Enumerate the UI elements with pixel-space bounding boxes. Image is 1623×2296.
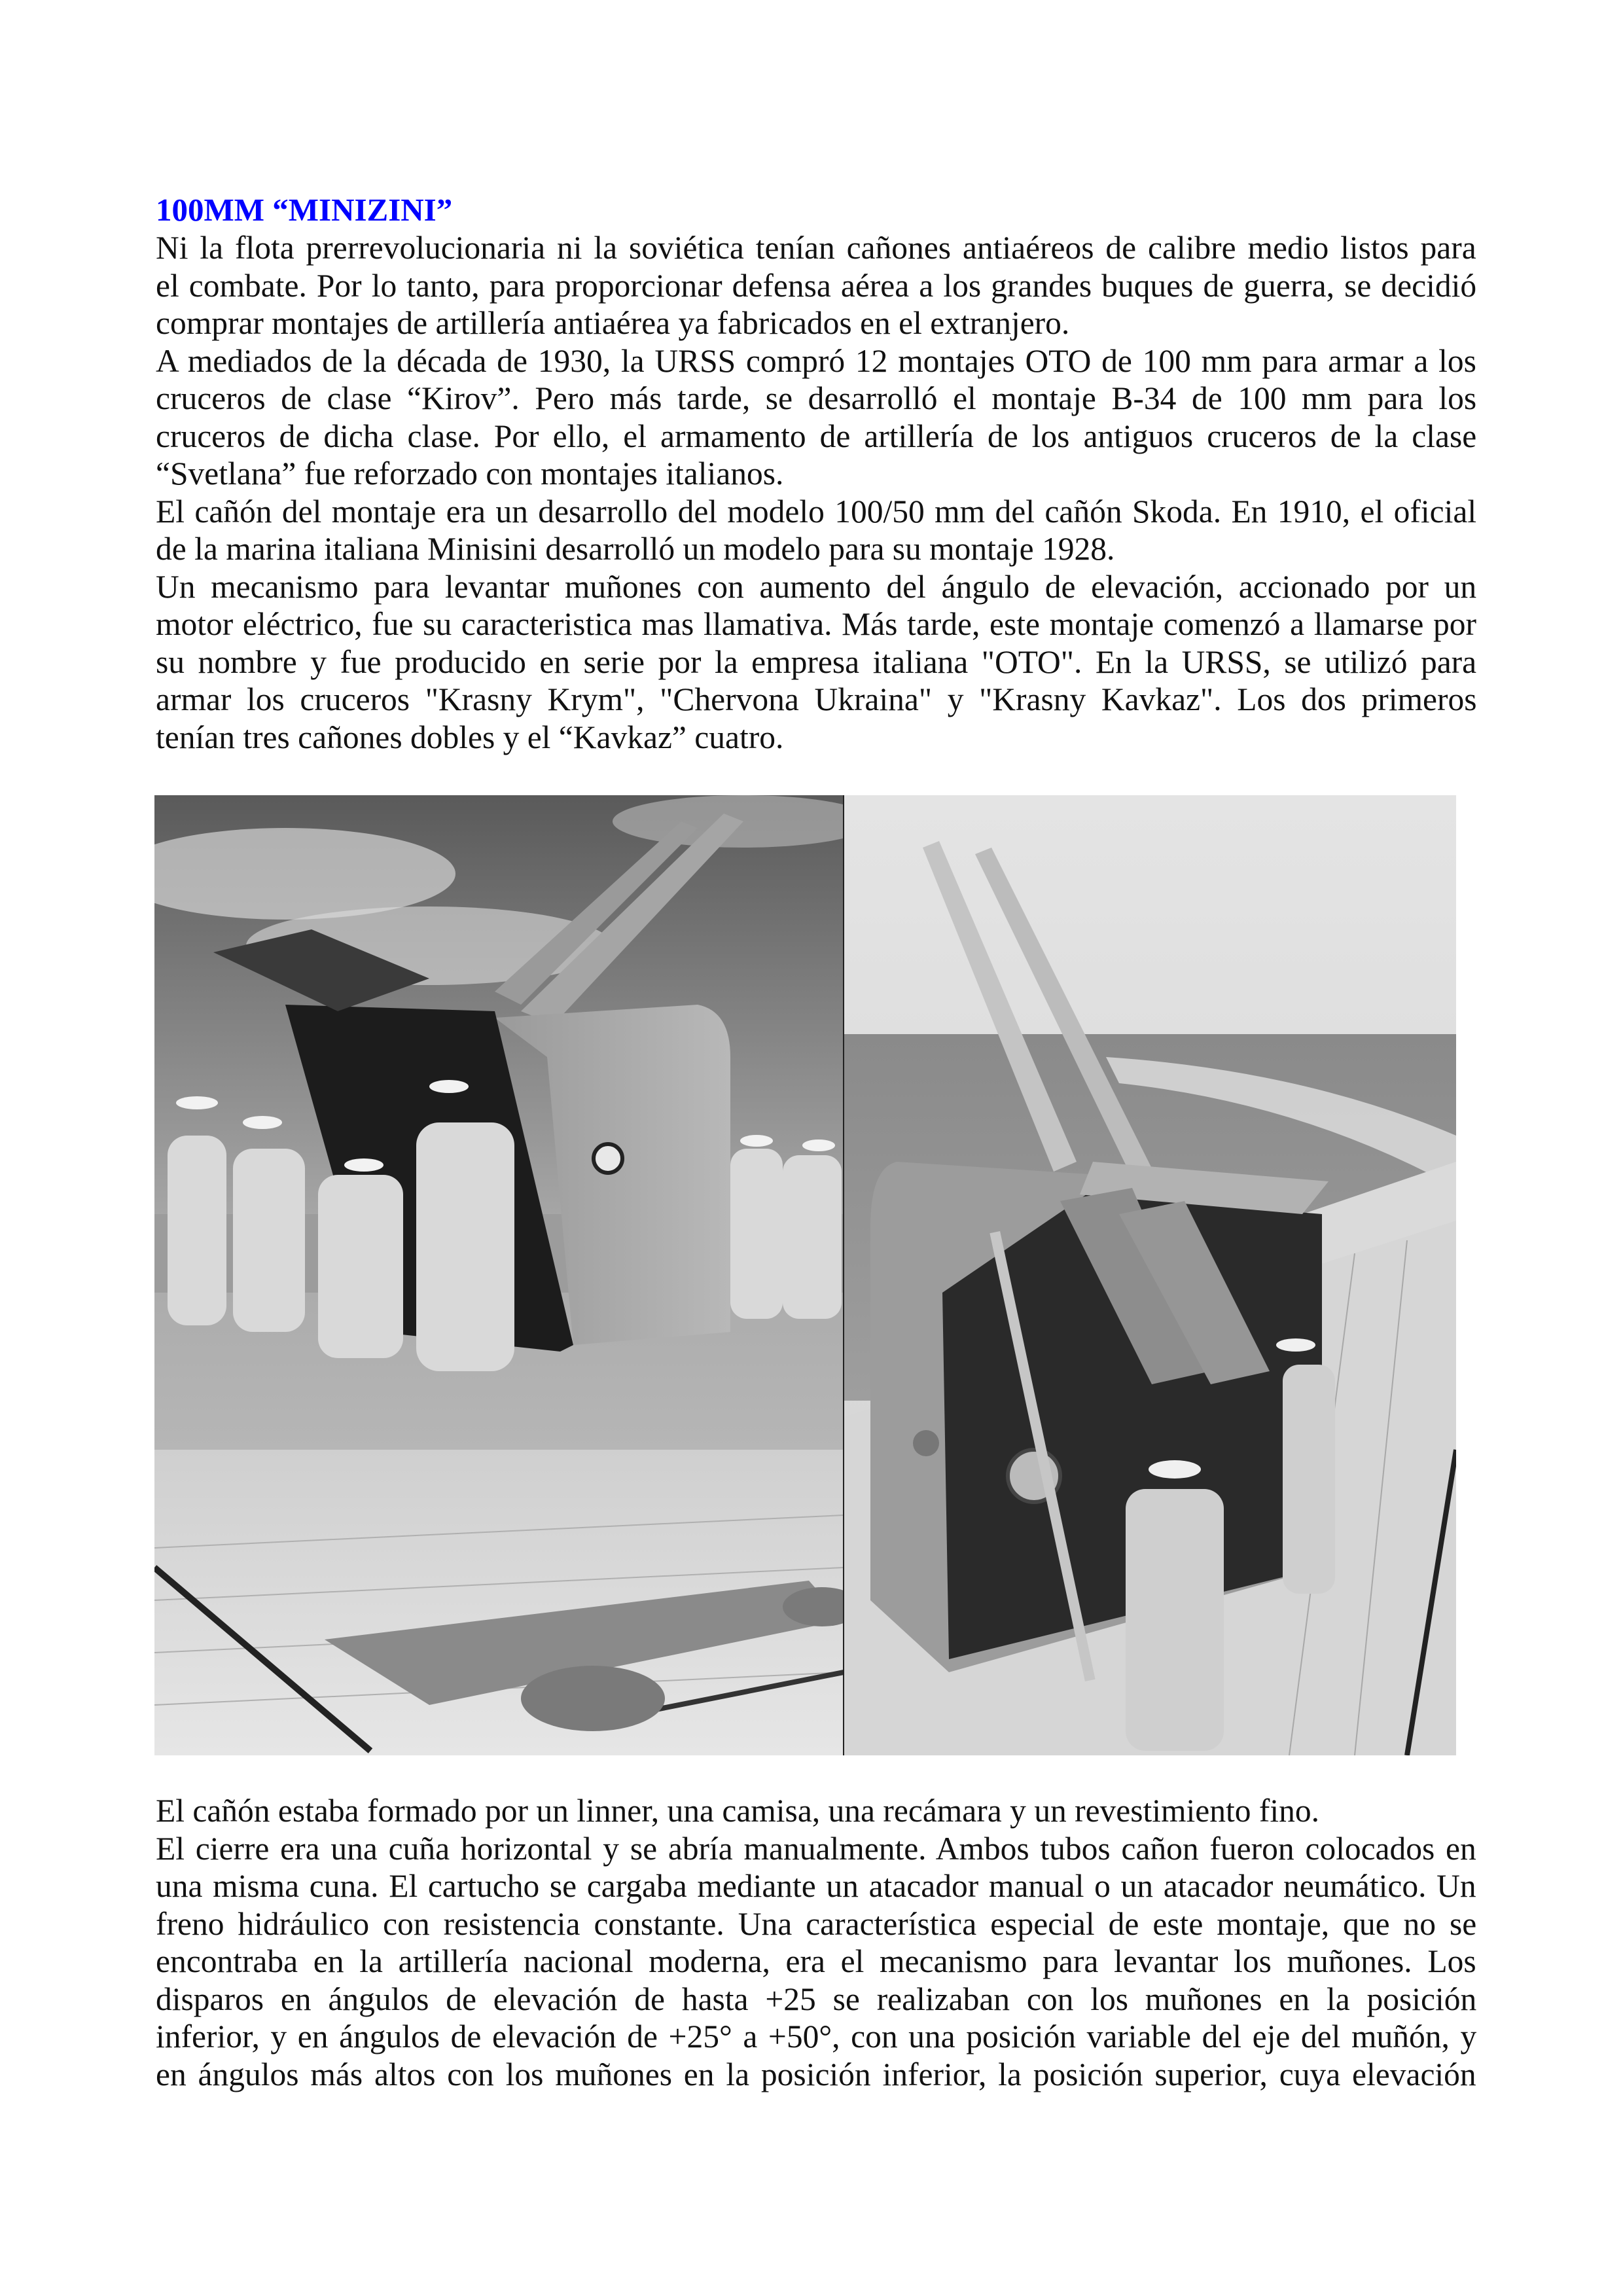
- body-text-bottom: [156, 1792, 1476, 2093]
- text-line: tenían tres cañones dobles y el “Kavkaz” cuatro.: [156, 719, 784, 755]
- text-line: motor eléctrico, fue su caracteristica mas llamativa. Más tarde, este montaje comenzó a llamarse por: [156, 606, 1476, 642]
- text-line: disparos en ángulos de elevación de hasta +25 se realizaban con los muñones en la posición: [156, 1981, 1476, 2017]
- section-title: 100MM “MINIZINI”: [156, 192, 453, 228]
- photo-right-image: [844, 795, 1456, 1755]
- text-line: Ni la flota prerrevolucionaria ni la soviética tenían cañones antiaéreos de calibre medio listos para: [156, 230, 1476, 266]
- text-line: Un mecanismo para levantar muñones con aumento del ángulo de elevación, accionado por un: [156, 568, 1476, 605]
- text-line: comprar montajes de artillería antiaérea ya fabricados en el extranjero.: [156, 305, 1070, 341]
- text-line: de la marina italiana Minisini desarrolló un modelo para su montaje 1928.: [156, 531, 1115, 567]
- photo-gun-mount-rear: [844, 795, 1456, 1755]
- text-line: cruceros de clase “Kirov”. Pero más tarde, se desarrolló el montaje B-34 de 100 mm para los: [156, 380, 1476, 416]
- text-line: El cierre era una cuña horizontal y se abría manualmente. Ambos tubos cañon fueron colocados en: [156, 1830, 1476, 1867]
- text-line: A mediados de la década de 1930, la URSS compró 12 montajes OTO de 100 mm para armar a los: [156, 342, 1476, 379]
- text-line: El cañón estaba formado por un linner, una camisa, una recámara y un revestimiento fino.: [156, 1793, 1319, 1829]
- text-line: su nombre y fue producido en serie por la empresa italiana "OTO". En la URSS, se utilizó para: [156, 643, 1476, 680]
- text-line: cruceros de dicha clase. Por ello, el armamento de artillería de los antiguos cruceros de la clase: [156, 418, 1476, 454]
- text-line: armar los cruceros "Krasny Krym", "Chervona Ukraina" y "Krasny Kavkaz". Los dos primeros: [156, 681, 1476, 717]
- text-line: inferior, y en ángulos de elevación de +25° a +50°, con una posición variable del eje del muñón, y: [156, 2018, 1476, 2054]
- text-line: encontraba en la artillería nacional moderna, era el mecanismo para levantar los muñones. Los: [156, 1943, 1476, 1979]
- body-text-top: [156, 229, 1476, 756]
- text-line: en ángulos más altos con los muñones en la posición inferior, la posición superior, cuya elevación: [156, 2056, 1476, 2092]
- text-line: El cañón del montaje era un desarrollo del modelo 100/50 mm del cañón Skoda. En 1910, el oficial: [156, 493, 1476, 529]
- photo-left-image: [154, 795, 844, 1755]
- text-line: freno hidráulico con resistencia constante. Una característica especial de este montaje, que no se: [156, 1905, 1476, 1942]
- photo-gun-mount-crew: [154, 795, 844, 1755]
- text-line: una misma cuna. El cartucho se cargaba mediante un atacador manual o un atacador neumático. Un: [156, 1868, 1476, 1904]
- text-line: el combate. Por lo tanto, para proporcionar defensa aérea a los grandes buques de guerra, se decidió: [156, 267, 1476, 304]
- text-line: “Svetlana” fue reforzado con montajes italianos.: [156, 456, 784, 492]
